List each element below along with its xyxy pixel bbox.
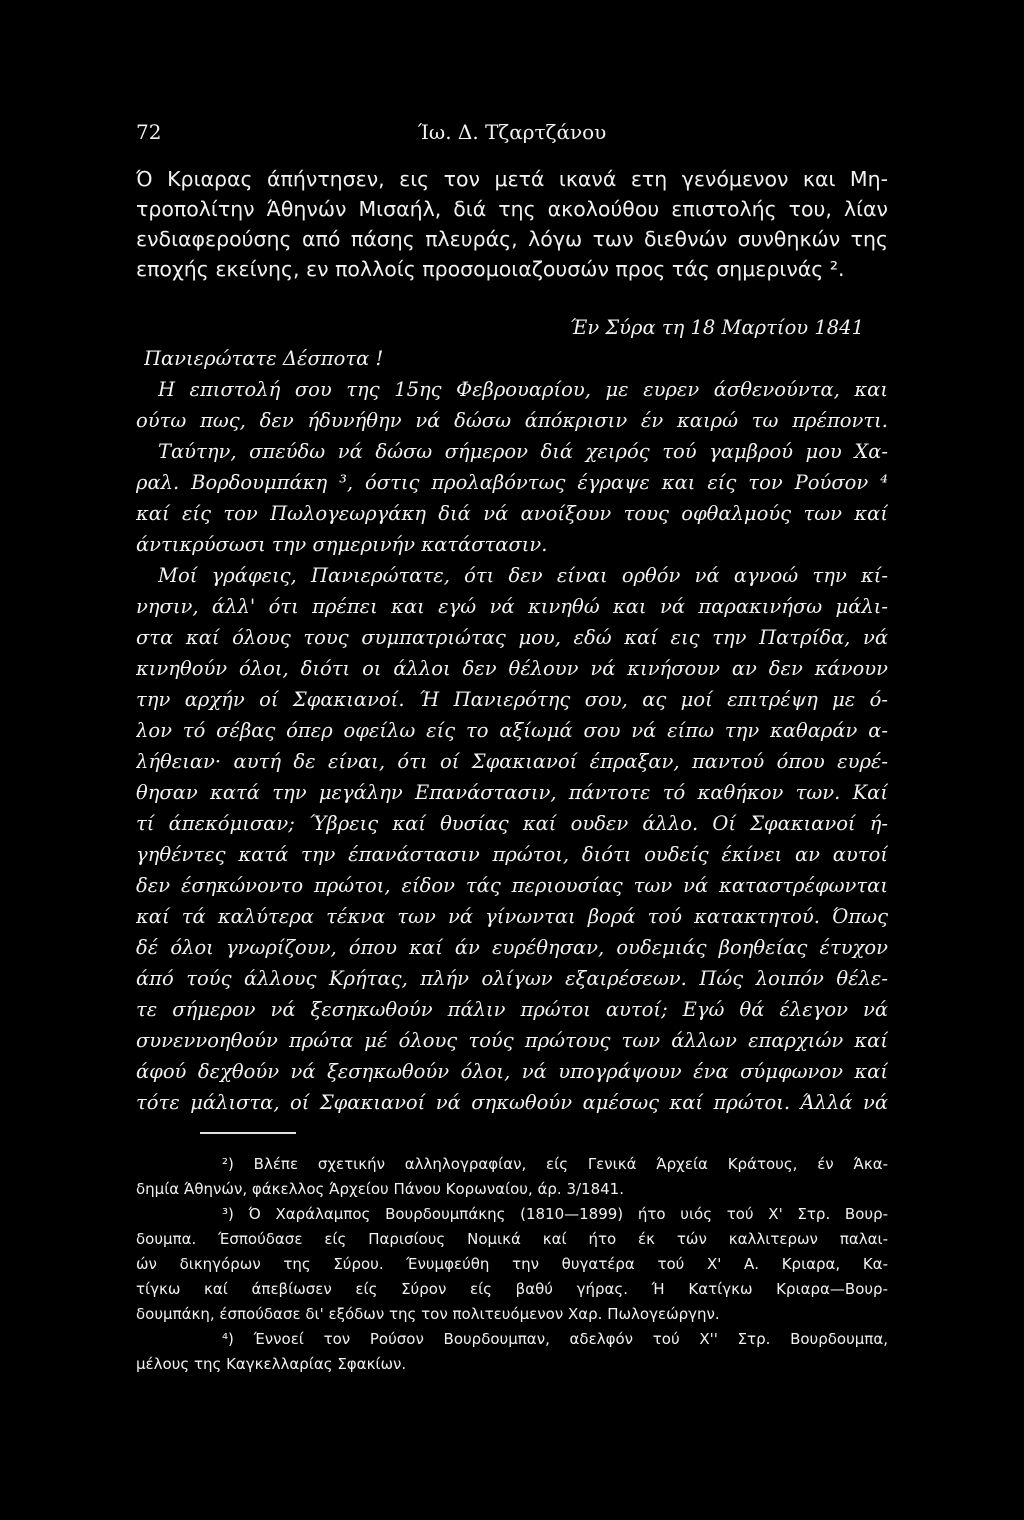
running-head: Ίω. Δ. Τζαρτζάνου	[417, 120, 607, 144]
salutation: Πανιερώτατε Δέσποτα !	[144, 347, 384, 370]
letter-line: καί είς τον Πωλογεωργάκη διά νά ανοίξουν τους οφθαλμούς των καί	[136, 502, 888, 525]
letter-line: την αρχήν οί Σφακιανοί. Ή Πανιερότης σου, ας μοί επιτρέψη με ό-	[136, 688, 888, 711]
letter-line: τί άπεκόμισαν; Ύβρεις καί θυσίας καί ουδεν άλλο. Οί Σφακιανοί ή-	[136, 812, 888, 835]
footnote-line: δουμπάκη, έσπούδασε δι' εξόδων της τον πολιτευόμενον Χαρ. Πωλογεώργην.	[136, 1305, 720, 1323]
letter-date: Έν Σύρα τη 18 Μαρτίου 1841	[569, 316, 864, 339]
letter-line: κινηθούν όλοι, διότι οι άλλοι δεν θέλουν νά κινήσουν αν δεν κάνουν	[136, 657, 888, 680]
letter-line: καί τά καλύτερα τέκνα των νά γίνωνται βορά τού κατακτητού. Όπως	[136, 905, 888, 928]
footnote-line: ³) Ό Χαράλαμπος Βουρδουμπάκης (1810—1899) ήτο υιός τού Χ' Στρ. Βουρ-	[222, 1205, 888, 1223]
letter-line: δέ όλοι γνωρίζουν, όπου καί άν ευρέθησαν, ουδεμιάς βοηθείας έτυχον	[136, 936, 888, 959]
footnote-line: μέλους της Καγκελλαρίας Σφακίων.	[136, 1355, 407, 1373]
intro-line: τροπολίτην Άθηνών Μισαήλ, διά της ακολούθου επιστολής του, λίαν	[136, 197, 888, 221]
letter-line: Μοί γράφεις, Πανιερώτατε, ότι δεν είναι ορθόν νά αγνοώ την κί-	[158, 564, 888, 587]
letter-line: τε σήμερον νά ξεσηκωθούν πάλιν πρώτοι αυτοί; Εγώ θά έλεγον νά	[136, 998, 888, 1021]
letter-line: Η επιστολή σου της 15ης Φεβρουαρίου, με ευρεν άσθενούντα, και	[158, 378, 888, 401]
letter-line: στα καί όλους τους συμπατριώτας μου, εδώ καί εις την Πατρίδα, νά	[136, 626, 888, 649]
letter-line: νησιν, άλλ' ότι πρέπει και εγώ νά κινηθώ και νά παρακινήσω μάλι-	[136, 595, 888, 618]
footnote-line: ²) Βλέπε σχετικήν αλληλογραφίαν, είς Γενικά Άρχεία Κράτους, έν Άκα-	[222, 1155, 888, 1173]
footnote-line: ⁴) Έννοεί τον Ρούσον Βουρδουμπαν, αδελφόν τού Χ'' Στρ. Βουρδουμπα,	[222, 1330, 888, 1348]
letter-line: θησαν κατά την μεγάλην Επανάστασιν, πάντοτε τό καθήκον των. Καί	[136, 781, 888, 804]
letter-line: άπό τούς άλλους Κρήτας, πλήν ολίγων εξαιρέσεων. Πώς λοιπόν θέλε-	[136, 967, 888, 990]
letter-line: άντικρύσωσι την σημερινήν κατάστασιν.	[136, 533, 548, 556]
footnote-line: δουμπα. Έσπούδασε είς Παρισίους Νομικά καί ήτο έκ τών καλλιτερων παλαι-	[136, 1230, 888, 1248]
letter-line: ούτω πως, δεν ήδυνήθην νά δώσω άπόκρισιν έν καιρώ τω πρέποντι.	[136, 409, 888, 432]
intro-line: Ό Κριαρας άπήντησεν, εις τον μετά ικανά ετη γενόμενον και Μη-	[136, 167, 888, 191]
page-number: 72	[136, 120, 162, 144]
letter-line: λήθειαν· αυτή δε είναι, ότι οί Σφακιανοί έπραξαν, παντού όπου ευρέ-	[136, 750, 888, 773]
letter-line: Ταύτην, σπεύδω νά δώσω σήμερον διά χειρός τού γαμβρού μου Χα-	[158, 440, 888, 463]
footnote-line: τίγκω καί άπεβίωσεν είς Σύρον είς βαθύ γήρας. Ή Κατίγκω Κριαρα—Βουρ-	[136, 1280, 888, 1298]
intro-line: ενδιαφερούσης από πάσης πλευράς, λόγω των διεθνών συνθηκών της	[136, 227, 888, 251]
letter-line: δεν έσηκώνοντο πρώτοι, είδον τάς περιουσίας των νά καταστρέφωνται	[136, 874, 888, 897]
intro-line: εποχής εκείνης, εν πολλοίς προσομοιαζουσών προς τάς σημερινάς ².	[136, 257, 845, 281]
footnote-line: δημία Άθηνών, φάκελλος Άρχείου Πάνου Κορωναίου, άρ. 3/1841.	[136, 1180, 624, 1198]
letter-line: τότε μάλιστα, οί Σφακιανοί νά σηκωθούν αμέσως καί πρώτοι. Άλλά νά	[136, 1091, 888, 1114]
footnote-rule	[200, 1132, 296, 1134]
page-header	[136, 120, 888, 146]
letter-line: άφού δεχθούν νά ξεσηκωθούν όλοι, νά υπογράψουν ένα σύμφωνον καί	[136, 1060, 888, 1083]
footnote-line: ών δικηγόρων της Σύρου. Ένυμφεύθη την θυγατέρα τού Χ' Α. Κριαρα, Κα-	[136, 1255, 888, 1273]
letter-line: λον τό σέβας όπερ οφείλω είς το αξίωμά σου νά είπω την καθαράν α-	[136, 719, 888, 742]
letter-line: γηθέντες κατά την έπανάστασιν πρώτοι, διότι ουδείς έκίνει αν αυτοί	[136, 843, 888, 866]
letter-line: ραλ. Βορδουμπάκη ³, όστις προλαβόντως έγραψε και είς τον Ρούσον ⁴	[136, 471, 888, 494]
letter-line: συνεννοηθούν πρώτα μέ όλους τούς πρώτους των άλλων επαρχιών καί	[136, 1029, 888, 1052]
